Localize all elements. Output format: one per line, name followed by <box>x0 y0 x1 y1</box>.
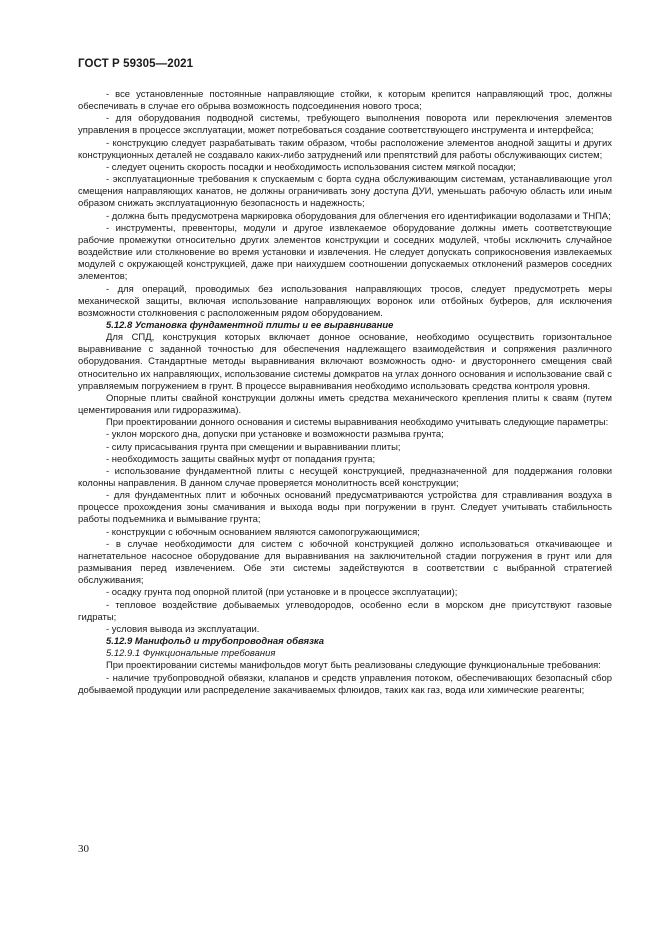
paragraph: - для оборудования подводной системы, требующего выполнения поворота или переключения элементов управления в процессе эксплуатации, может потребоваться создание соответствующего инструмента и интерфейса; <box>78 113 612 137</box>
paragraph: - уклон морского дна, допуски при установке и возможности размыва грунта; <box>106 429 444 441</box>
paragraph: - следует оценить скорость посадки и необходимость использования систем мягкой посадки; <box>106 161 516 173</box>
paragraph: - инструменты, превенторы, модули и другое извлекаемое оборудование должны иметь соответствующие рабочие промежутки относительно других элементов конструкции и соседних модулей, чтобы исключить случайное воздействие или столкновение во время установки и извлечения. Не следует допускать соприкосновения извлекаемых модулей с окружающей конструкцией, даже при наихудшем соотношении допускаемых отклонений размеров соседних элементов; <box>78 222 612 283</box>
paragraph: Опорные плиты свайной конструкции должны иметь средства механического крепления плиты к сваям (путем цементирования или гидроразжима). <box>78 392 612 417</box>
paragraph: - должна быть предусмотрена маркировка оборудования для облегчения его идентификации водолазами и ТНПА; <box>106 210 611 222</box>
paragraph: - в случае необходимости для систем с юбочной конструкцией должно использоваться откачивающее и нагнетательное насосное оборудование для выравнивания на заключительной стадии погружения в грунт или для размывания перед извлечением. Обе эти системы задействуются в соответствии с выбранной стратегией обслуживания; <box>78 538 612 587</box>
paragraph: - эксплуатационные требования к спускаемым с борта судна обслуживающим системам, устанавливающие угол смещения направляющих канатов, не должны ограничивать зону доступа ДУИ, уменьшать рабочую область или иным образом снижать эксплуатационную безопасность и надежность; <box>78 174 612 210</box>
subsection-heading: 5.12.9.1 Функциональные требования <box>106 648 276 660</box>
paragraph: - для операций, проводимых без использования направляющих тросов, следует предусмотреть меры механической защиты, включая использование направляющих воронок или отбойных буферов, для исключения возможности столкновения с расположенным рядом оборудованием. <box>78 283 612 319</box>
section-heading: 5.12.9 Манифольд и трубопроводная обвязка <box>106 636 325 648</box>
paragraph: - необходимость защиты свайных муфт от попадания грунта; <box>106 453 376 465</box>
paragraph: - условия вывода из эксплуатации. <box>106 623 260 635</box>
document-header: ГОСТ Р 59305—2021 <box>78 58 194 70</box>
paragraph: - наличие трубопроводной обвязки, клапанов и средств управления потоком, обеспечивающих безопасный сбор добываемой продукции или распределение закачиваемых флюидов, таких как газ, вода или химические реагенты; <box>78 672 612 696</box>
paragraph: При проектировании донного основания и системы выравнивания необходимо учитывать следующие параметры: <box>106 417 609 429</box>
paragraph: - все установленные постоянные направляющие стойки, к которым крепится направляющий трос, должны обеспечивать в случае его обрыва возможность подсоединения нового троса; <box>78 89 612 113</box>
paragraph: - для фундаментных плит и юбочных оснований предусматриваются устройства для стравливания воздуха в процессе прохождения зоны смачивания и выхода воды при погружении в грунт. Следует учитывать стабильность работы подъемника и вымывание грунта; <box>78 490 612 526</box>
paragraph: - конструкцию следует разрабатывать таким образом, чтобы расположение элементов анодной защиты и других конструкционных деталей не создавало каких-либо затруднений или препятствий для работы обслуживающих систем; <box>78 137 612 161</box>
document-body <box>78 89 612 697</box>
section-heading: 5.12.8 Установка фундаментной плиты и ее выравнивание <box>106 319 394 331</box>
page-number: 30 <box>78 843 89 855</box>
paragraph: - тепловое воздействие добываемых углеводородов, особенно если в морском дне присутствуют газовые гидраты; <box>78 599 612 623</box>
paragraph: - силу присасывания грунта при смещении и выравнивании плиты; <box>106 441 401 453</box>
paragraph: - использование фундаментной плиты с несущей конструкцией, предназначенной для поддержания головки колонны направления. В данном случае проверяется монолитность всей конструкции; <box>78 465 612 489</box>
paragraph: - конструкции с юбочным основанием являются самопогружающимися; <box>106 526 420 538</box>
paragraph: - осадку грунта под опорной плитой (при установке и в процессе эксплуатации); <box>106 587 458 599</box>
paragraph: Для СПД, конструкция которых включает донное основание, необходимо осуществить горизонтальное выравнивание с заданной точностью для обеспечения надлежащего взаимодействия и сопряжения различного оборудования. Стандартные методы выравнивания включают возможность одно- и двустороннего смещения свай относительно их направляющих, использование системы домкратов на углах донного основания и использование свай с управляемым погружением в грунт. В процессе выравнивания необходимо использовать средства контроля уровня. <box>78 332 612 392</box>
paragraph: При проектировании системы манифольдов могут быть реализованы следующие функциональные требования: <box>106 660 601 672</box>
